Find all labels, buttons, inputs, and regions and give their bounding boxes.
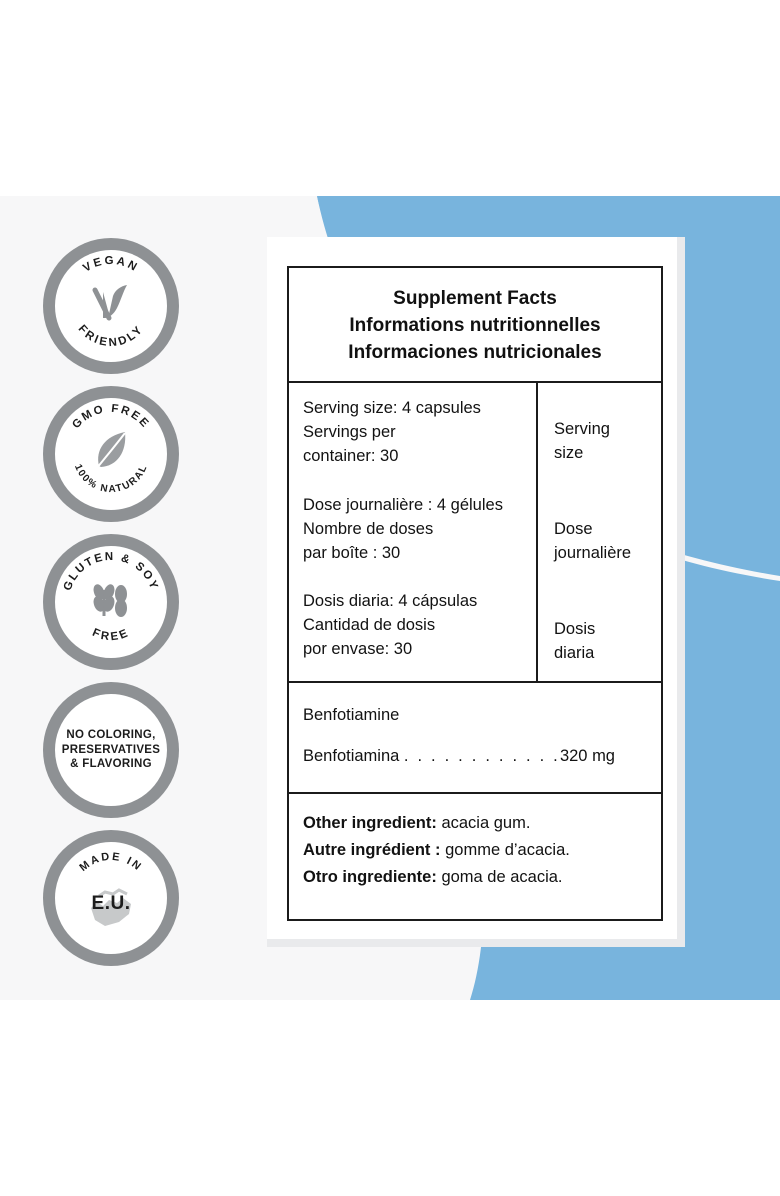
serving-label-fr-line-2: journalière <box>554 543 632 562</box>
serving-information-grid <box>289 383 661 684</box>
svg-text:GMO FREE: GMO FREE <box>70 402 152 432</box>
serving-row-es <box>289 590 536 662</box>
serving-en-line-1: Serving size: 4 capsules <box>303 398 481 417</box>
serving-label-en-line-2: size <box>554 443 584 462</box>
other-ingredients-row <box>289 794 661 904</box>
ingredient-name-es: Benfotiamina <box>303 747 400 766</box>
other-ingredient-en-value: acacia gum. <box>441 814 531 833</box>
serving-es-line-3: por envase: 30 <box>303 640 413 659</box>
svg-text:GLUTEN & SOY: GLUTEN & SOY <box>61 550 161 593</box>
badge-no-coloring-line-3: & FLAVORING <box>70 758 152 771</box>
badge-eu-center-text <box>57 830 165 972</box>
ingredient-amount: 320 mg <box>559 747 615 766</box>
badge-vegan-curved-text <box>43 238 179 374</box>
badge-no-coloring-line-1: NO COLORING, <box>66 729 156 742</box>
svg-text:100% NATURAL: 100% NATURAL <box>71 462 151 496</box>
other-ingredient-es <box>303 864 647 891</box>
badge-eu-label: E.U. <box>91 893 131 915</box>
title-line-es: Informaciones nutricionales <box>348 341 602 363</box>
serving-en-line-2: Servings per <box>303 422 396 441</box>
title-line-fr: Informations nutritionnelles <box>349 314 601 336</box>
serving-row-fr <box>289 494 536 566</box>
serving-label-en-line-1: Serving <box>554 419 610 438</box>
supplement-facts-title <box>289 268 661 383</box>
leaf-icon <box>97 432 125 468</box>
badge-gmo-free <box>43 386 179 522</box>
badge-made-in-eu <box>43 830 179 966</box>
badge-gmo-curved-text <box>43 386 179 522</box>
serving-label-es-line-1: Dosis <box>554 619 596 638</box>
title-line-en: Supplement Facts <box>393 288 557 309</box>
ingredient-amount-line <box>303 747 647 766</box>
other-ingredient-es-label: Otro ingrediente: <box>303 867 437 886</box>
serving-labels-column <box>538 383 661 682</box>
badge-gluten-curved-text <box>43 534 179 670</box>
ingredient-dot-leader: . . . . . . . . . . . . <box>403 747 560 766</box>
other-ingredient-en-label: Other ingredient: <box>303 814 437 833</box>
other-ingredient-fr-value: gomme d’acacia. <box>445 841 570 860</box>
serving-label-es <box>538 618 661 666</box>
serving-label-fr <box>538 518 661 566</box>
serving-label-es-line-2: diaria <box>554 643 595 662</box>
serving-fr-line-1: Dose journalière : 4 gélules <box>303 495 503 514</box>
svg-text:FREE: FREE <box>90 626 132 644</box>
wheat-icon <box>92 583 127 617</box>
other-ingredient-fr-label: Autre ingrédient : <box>303 841 441 860</box>
other-ingredient-es-value: goma de acacia. <box>441 867 563 886</box>
serving-label-fr-line-1: Dose <box>554 519 593 538</box>
badge-no-coloring <box>43 682 179 818</box>
active-ingredient-row <box>289 683 661 794</box>
ingredient-name-en: Benfotiamine <box>303 706 400 725</box>
badge-vegan-friendly <box>43 238 179 374</box>
serving-details-column <box>289 383 538 682</box>
svg-text:FRIENDLY: FRIENDLY <box>75 322 147 350</box>
serving-es-line-1: Dosis diaria: 4 cápsulas <box>303 592 478 611</box>
serving-es-line-2: Cantidad de dosis <box>303 616 436 635</box>
serving-fr-line-3: par boîte : 30 <box>303 543 401 562</box>
badge-no-coloring-line-2: PRESERVATIVES <box>61 743 161 756</box>
leaf-check-icon <box>95 285 127 318</box>
svg-text:MADE IN: MADE IN <box>77 850 145 875</box>
svg-text:VEGAN: VEGAN <box>81 254 141 275</box>
serving-row-en <box>289 397 536 469</box>
other-ingredient-fr <box>303 837 647 864</box>
other-ingredient-en <box>303 810 647 837</box>
supplement-facts-box <box>287 266 663 921</box>
serving-fr-line-2: Nombre de doses <box>303 519 434 538</box>
badge-no-coloring-text <box>57 682 165 818</box>
badge-gluten-soy-free <box>43 534 179 670</box>
certification-badges <box>43 238 183 978</box>
serving-en-line-3: container: 30 <box>303 446 399 465</box>
serving-label-en <box>538 418 661 466</box>
